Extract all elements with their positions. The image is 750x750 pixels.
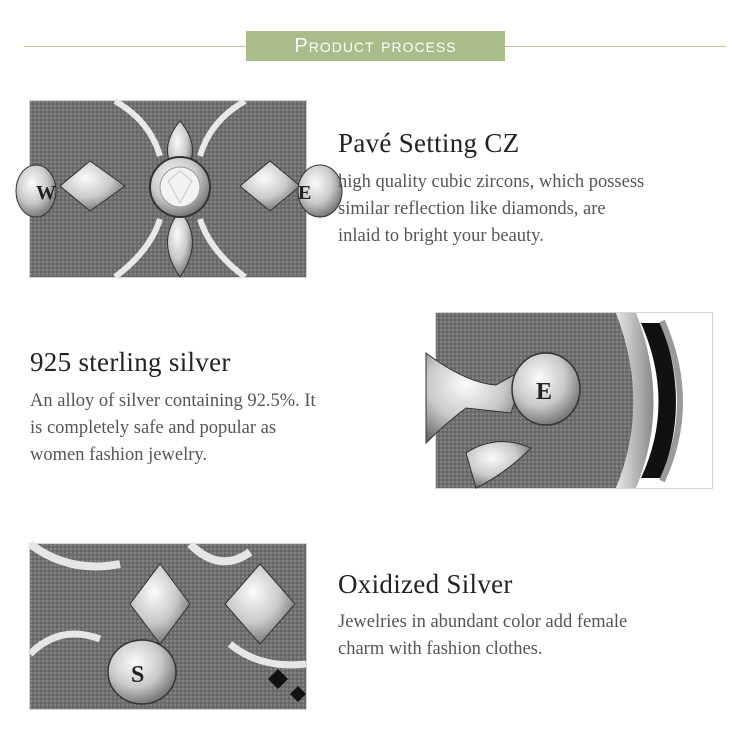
header-rule-left — [24, 46, 246, 47]
feature-desc-pave — [338, 169, 644, 250]
feature-desc-sterling — [30, 388, 316, 469]
bead-letter-e: E — [298, 182, 312, 204]
bead-letter-w: W — [36, 182, 56, 204]
desc-line: high quality cubic zircons, which possess — [338, 172, 645, 192]
desc-line: similar reflection like diamonds, are — [338, 199, 606, 219]
desc-line: women fashion jewelry. — [30, 445, 208, 465]
desc-line: An alloy of silver containing 92.5%. It — [30, 391, 316, 411]
feature-desc-oxidized — [338, 609, 627, 663]
feature-title-pave: Pavé Setting CZ — [338, 128, 520, 158]
desc-line: charm with fashion clothes. — [338, 639, 543, 659]
feature-title-oxidized: Oxidized Silver — [338, 569, 513, 599]
bead-letter-s: S — [131, 662, 145, 688]
feature-title-sterling: 925 sterling silver — [30, 347, 231, 377]
section-header — [246, 31, 505, 61]
section-header-title: Product process — [294, 34, 457, 57]
pave-setting-photo — [29, 100, 312, 278]
sterling-silver-photo — [435, 312, 713, 489]
desc-line: inlaid to bright your beauty. — [338, 226, 544, 246]
bead-letter-e: E — [536, 379, 553, 405]
desc-line: Jewelries in abundant color add female — [338, 612, 628, 632]
header-rule-right — [505, 46, 726, 47]
oxidized-silver-photo — [29, 543, 307, 710]
desc-line: is completely safe and popular as — [30, 418, 277, 438]
